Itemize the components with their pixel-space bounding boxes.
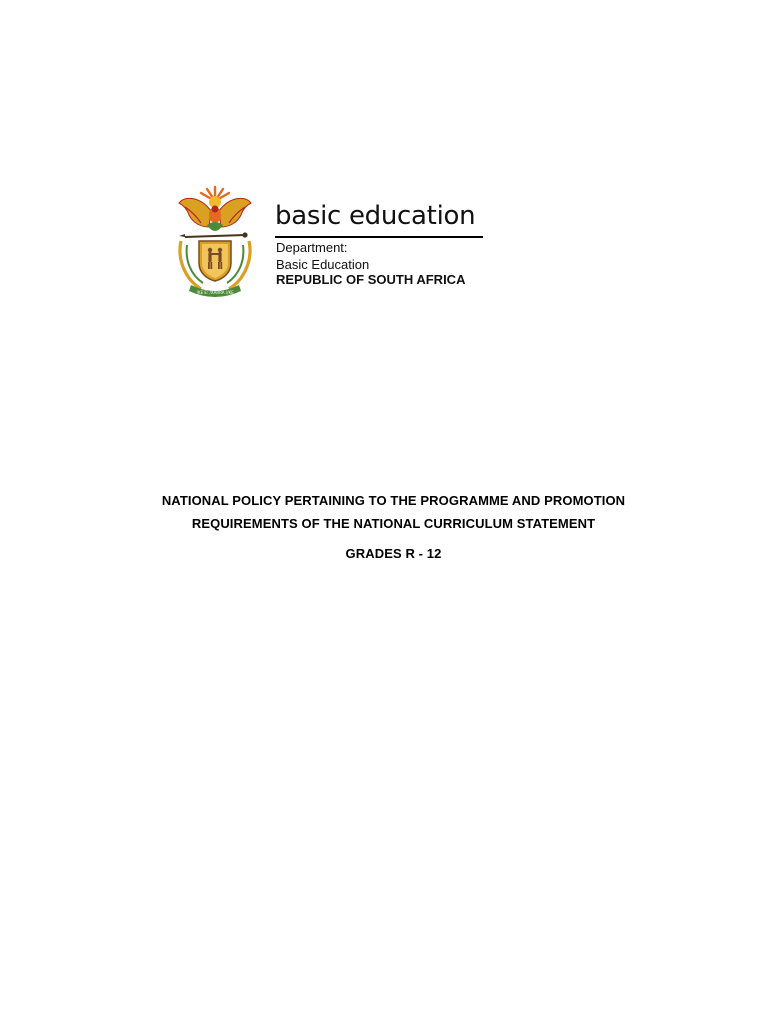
department-label: Department: bbox=[276, 240, 348, 255]
department-logo bbox=[165, 177, 495, 303]
document-title-line-1: NATIONAL POLICY PERTAINING TO THE PROGRAMME AND PROMOTION bbox=[161, 493, 626, 508]
svg-text:!KE E: /XARRA //KE: !KE E: /XARRA //KE bbox=[196, 290, 234, 295]
coat-of-arms-icon bbox=[171, 181, 259, 299]
department-name: basic education bbox=[275, 201, 476, 231]
document-title-line-2: REQUIREMENTS OF THE NATIONAL CURRICULUM STATEMENT bbox=[191, 516, 596, 531]
logo-divider bbox=[275, 236, 483, 238]
department-subname: Basic Education bbox=[276, 257, 370, 272]
document-title-block bbox=[0, 489, 768, 565]
document-grades: GRADES R - 12 bbox=[345, 546, 442, 561]
country-name: REPUBLIC OF SOUTH AFRICA bbox=[276, 272, 466, 287]
